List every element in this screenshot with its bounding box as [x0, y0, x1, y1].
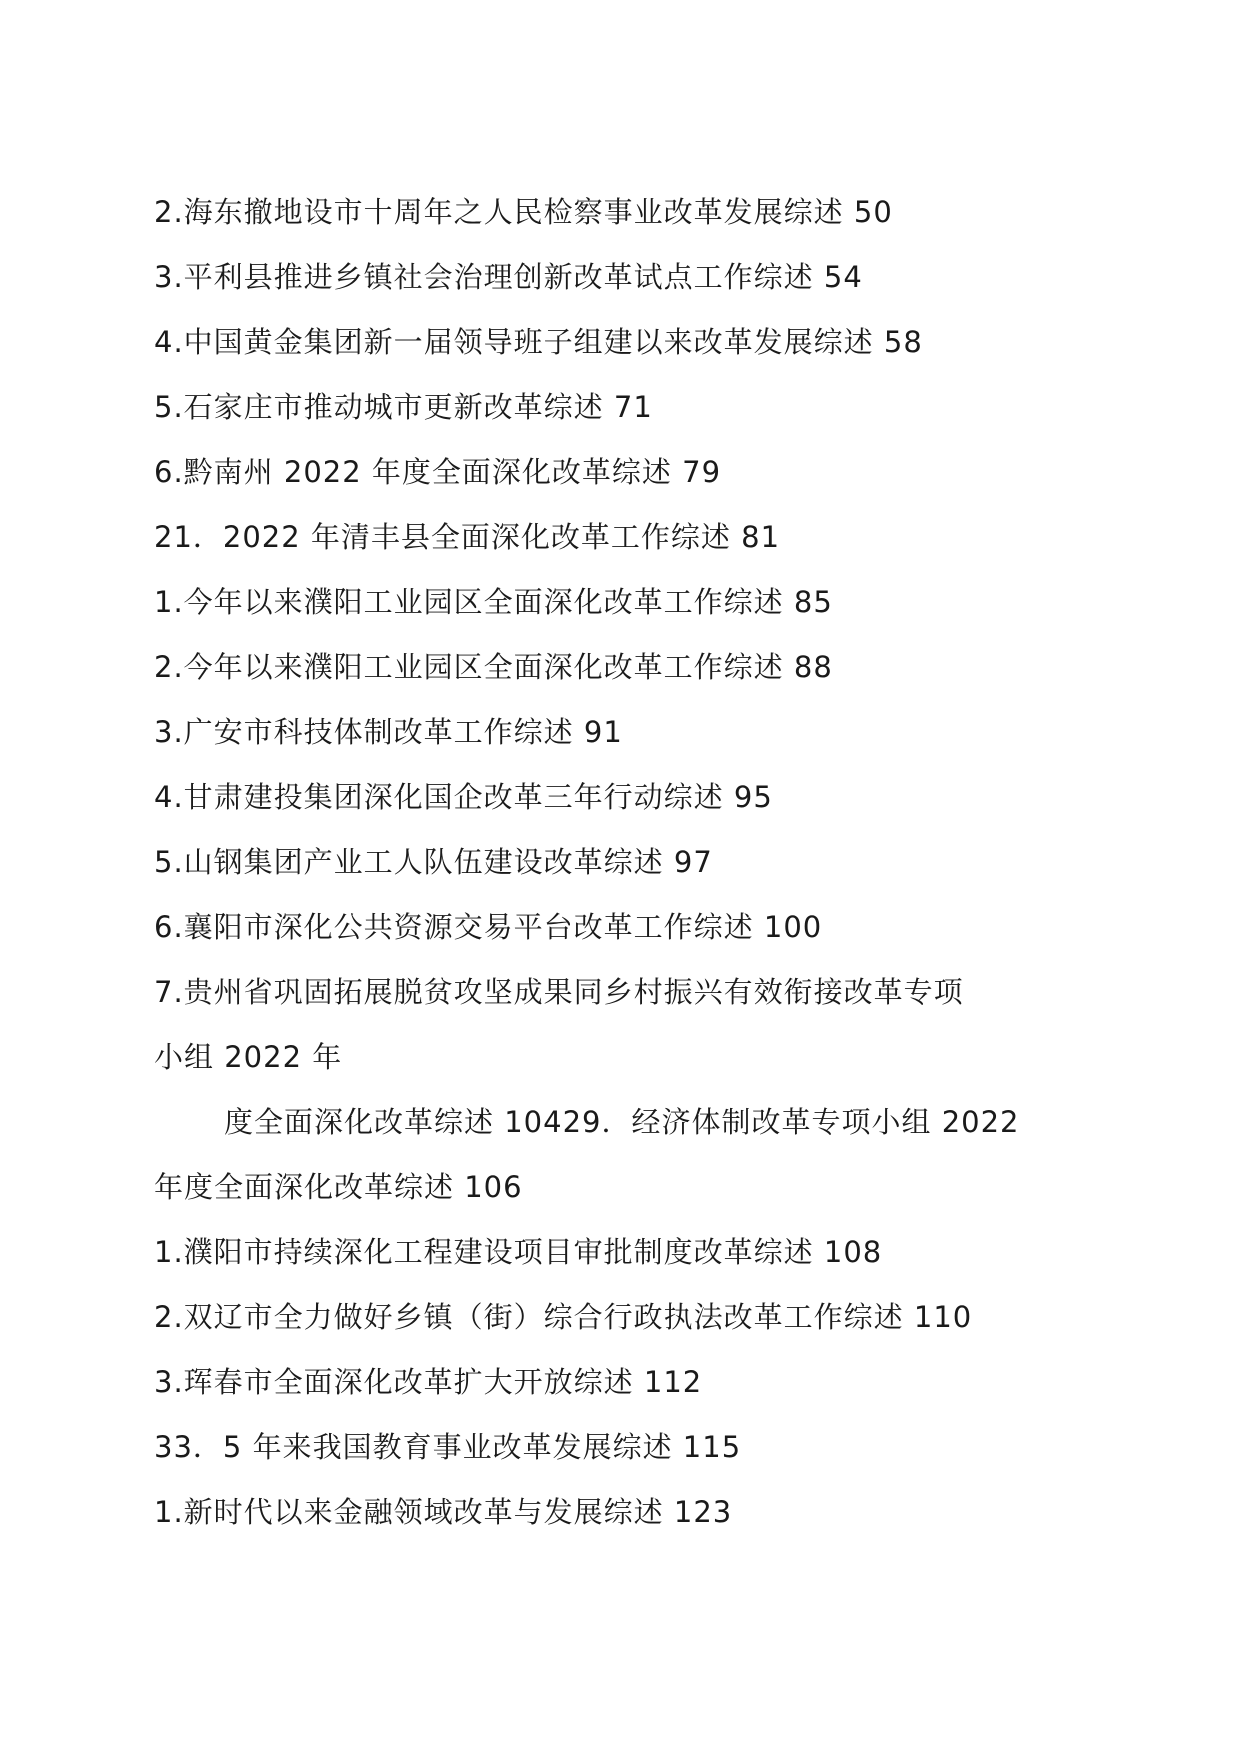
toc-entry[interactable]: 3.广安市科技体制改革工作综述 91 [154, 715, 623, 749]
toc-entry[interactable]: 3.珲春市全面深化改革扩大开放综述 112 [154, 1365, 703, 1399]
toc-entry[interactable]: 1.濮阳市持续深化工程建设项目审批制度改革综述 108 [154, 1235, 883, 1269]
toc-entry[interactable]: 1.今年以来濮阳工业园区全面深化改革工作综述 85 [154, 585, 833, 619]
toc-entry[interactable]: 2.海东撤地设市十周年之人民检察事业改革发展综述 50 [154, 195, 893, 229]
toc-entry[interactable]: 5.石家庄市推动城市更新改革综述 71 [154, 390, 653, 424]
toc-entry-continuation[interactable]: 度全面深化改革综述 10429．经济体制改革专项小组 2022 [224, 1105, 1020, 1139]
toc-entry[interactable]: 2.双辽市全力做好乡镇（街）综合行政执法改革工作综述 110 [154, 1300, 973, 1334]
toc-entry[interactable]: 6.襄阳市深化公共资源交易平台改革工作综述 100 [154, 910, 823, 944]
toc-entry[interactable]: 3.平利县推进乡镇社会治理创新改革试点工作综述 54 [154, 260, 863, 294]
toc-entry[interactable]: 4.中国黄金集团新一届领导班子组建以来改革发展综述 58 [154, 325, 923, 359]
toc-section-heading[interactable]: 21．2022 年清丰县全面深化改革工作综述 81 [154, 520, 781, 554]
toc-entry[interactable]: 1.新时代以来金融领域改革与发展综述 123 [154, 1495, 733, 1529]
toc-entry[interactable]: 5.山钢集团产业工人队伍建设改革综述 97 [154, 845, 713, 879]
toc-entry[interactable]: 6.黔南州 2022 年度全面深化改革综述 79 [154, 455, 722, 489]
toc-entry[interactable]: 2.今年以来濮阳工业园区全面深化改革工作综述 88 [154, 650, 833, 684]
toc-entry[interactable]: 4.甘肃建投集团深化国企改革三年行动综述 95 [154, 780, 773, 814]
toc-entry[interactable]: 7.贵州省巩固拓展脱贫攻坚成果同乡村振兴有效衔接改革专项 [154, 975, 964, 1009]
toc-section-heading[interactable]: 33．5 年来我国教育事业改革发展综述 115 [154, 1430, 742, 1464]
toc-entry-continuation[interactable]: 小组 2022 年 [154, 1040, 343, 1074]
toc-entry-continuation[interactable]: 年度全面深化改革综述 106 [154, 1170, 523, 1204]
